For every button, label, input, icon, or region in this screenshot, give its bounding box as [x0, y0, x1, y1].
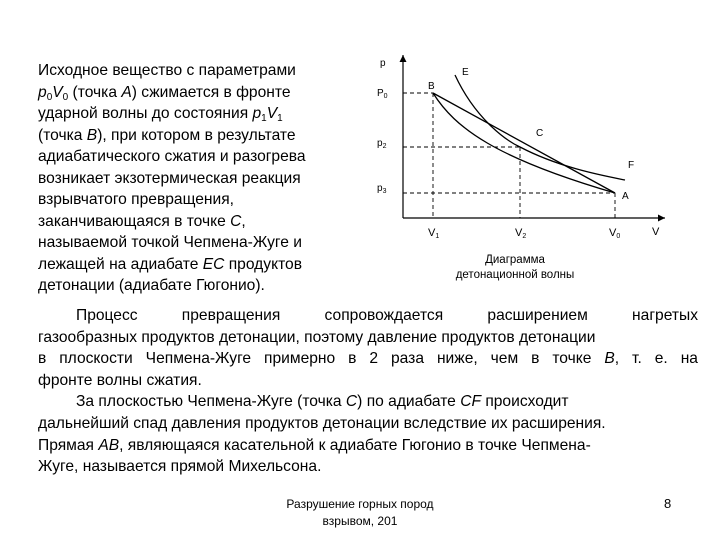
slide-footer [240, 496, 480, 530]
point-e-label: E [462, 67, 469, 78]
v0-label: V0 [609, 227, 621, 240]
intro-line: лежащей на адиабате ЕС продуктов [38, 255, 302, 273]
footer-line: Разрушение горных пород [286, 497, 434, 511]
p0-label: $P_0$ [377, 88, 388, 100]
body-line: Процесс превращения сопровождается расширением нагретых [76, 307, 698, 324]
body-paragraph [38, 305, 698, 478]
intro-line: называемой точкой Чепмена-Жуге и [38, 234, 302, 251]
body-line: Жуге, называется прямой Михельсона. [38, 458, 322, 476]
body-line: газообразных продуктов детонации, поэтому давление продуктов детонации [38, 328, 596, 346]
point-c-label: C [536, 128, 544, 139]
body-line: в плоскости Чепмена-Жуге примерно в 2 раза ниже, чем в точке B, т. е. на [38, 350, 698, 368]
body-line: За плоскостью Чепмена-Жуге (точка C) по адиабате CF происходит [76, 393, 569, 411]
v2-label: V2 [515, 227, 527, 240]
caption-line: детонационной волны [455, 269, 575, 281]
caption-line: Диаграмма [485, 254, 545, 266]
v1-label: V1 [428, 227, 440, 240]
diagram-caption [420, 253, 610, 283]
intro-line: адиабатического сжатия и разогрева [38, 148, 306, 165]
intro-line: возникает экзотермическая реакция [38, 169, 301, 187]
intro-line: Исходное вещество с параметрами [38, 62, 296, 79]
footer-line: взрывом, 201 [322, 514, 398, 528]
point-b-label: B [428, 81, 435, 92]
p3-label: $p_3$ [377, 183, 387, 195]
intro-line: ударной волны до состояния $p_1V_1$ [38, 105, 283, 124]
p-axis-label: p [380, 58, 386, 69]
intro-line: заканчивающаяся в точке С, [38, 212, 246, 230]
point-f-label: F [628, 160, 635, 171]
page-number: 8 [664, 496, 672, 511]
intro-line: (точка B), при котором в результате [38, 126, 296, 144]
point-a-label: A [622, 191, 629, 202]
intro-paragraph [38, 60, 358, 297]
body-line: фронте волны сжатия. [38, 371, 202, 389]
intro-line: взрывчатого превращения, [38, 191, 235, 208]
intro-line: $p_0V_0$ (точка A) сжимается в фронте [38, 83, 291, 103]
v-axis-label: V [652, 226, 660, 238]
michelson-line [433, 93, 615, 193]
body-line: дальнейший спад давления продуктов детонации вследствие их расширения. [38, 414, 606, 432]
intro-line: детонации (адиабате Гюгонио). [38, 277, 265, 294]
p2-label: $p_2$ [377, 138, 387, 150]
body-line: Прямая AB, являющаяся касательной к адиабате Гюгонио в точке Чепмена- [38, 436, 591, 454]
